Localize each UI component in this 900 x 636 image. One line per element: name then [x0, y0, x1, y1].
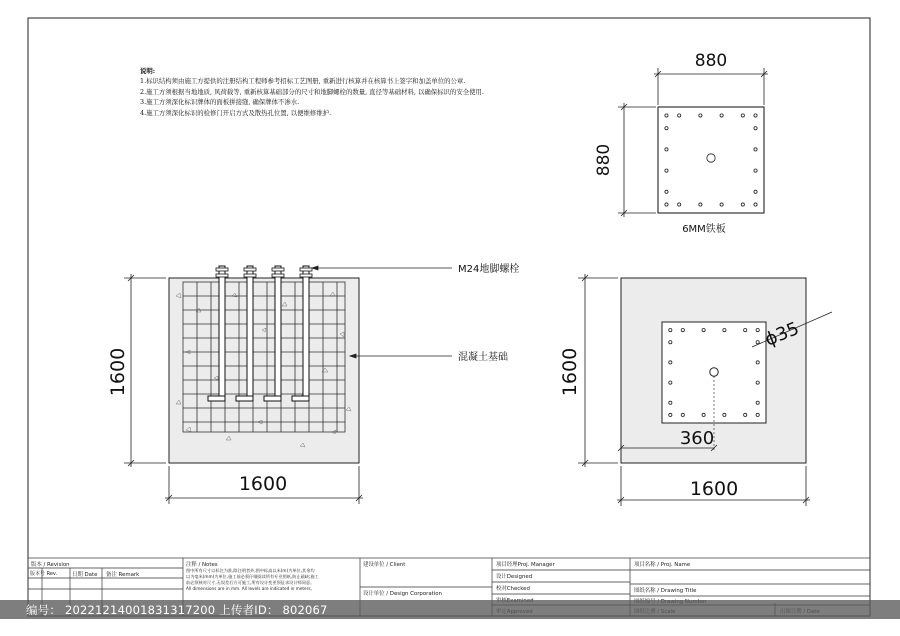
tb-checked: 校对Checked [496, 586, 530, 592]
bolt-hole [741, 114, 744, 117]
tb-drawing-title: 图纸名称 / Drawing Title [634, 588, 697, 594]
plan-width-label: 1600 [689, 478, 739, 500]
bolt-hole [665, 190, 668, 193]
tb-notes-text-2: 以为毫米(mm)为单位,施工前必须仔细阅读所有专业图纸,防止疏缺;施工 [186, 574, 319, 579]
bolt-hole [754, 127, 757, 130]
tb-notes-text-1: 图中所有尺寸以标注为准,除注明者外,图中标高以米(m)为单位,其余均 [186, 568, 315, 573]
section-width-label: 1600 [238, 473, 288, 495]
concrete-block [169, 278, 359, 463]
tb-proj-manager: 项目经理Proj. Manager [496, 562, 555, 568]
plate-bolt-holes [665, 114, 757, 206]
section-height-label: 1600 [107, 347, 129, 397]
note-item-3: 3.施工方须深化标识牌体的面板拼接缝, 确保牌体不渗水. [140, 98, 300, 107]
drawing-notes [140, 66, 484, 118]
note-item-2: 2.施工方须根据当地地质, 风荷载等, 重新核算基础部分的尺寸和地脚螺栓的数量, 直径等基础材料, 以确保标识的安全使用. [140, 87, 484, 96]
bolt-hole [720, 203, 723, 206]
bolt-hole [754, 169, 757, 172]
bolt-hole [754, 203, 757, 206]
bolt-hole [720, 114, 723, 117]
tb-notes-text-3: 前必须核对尺寸,无误差后方可施工,所有设计变更须征求设计师同意。 [186, 580, 315, 585]
tb-remark: 备注 Remark [106, 572, 140, 578]
notes-heading: 说明: [140, 67, 156, 75]
plate-caption: 6MM铁板 [682, 224, 726, 235]
bolt-hole [699, 203, 702, 206]
bolt-hole [678, 114, 681, 117]
tb-rev-no: 版本号 Rev. [30, 571, 58, 577]
tb-date: 日期 Date [72, 572, 98, 578]
plan-plate-outline [662, 322, 766, 423]
tb-revision: 版本 / Revision [31, 562, 70, 568]
plate-width-label: 880 [694, 51, 728, 71]
bolt-hole [665, 127, 668, 130]
bolt-hole [665, 114, 668, 117]
bolt-hole [665, 148, 668, 151]
tb-client: 建设单位 / Client [363, 562, 406, 568]
bolt-hole [754, 148, 757, 151]
bolt-hole [741, 203, 744, 206]
concrete-label: 混凝土基础 [458, 352, 508, 363]
tb-design-corp: 设计单位 / Design Corporation [363, 591, 442, 597]
tb-notes-label: 注释 / Notes [186, 562, 218, 568]
tb-notes-text-4: All dimensions are in mm. All levels are indicated in meters, [186, 586, 312, 591]
bolt-hole [678, 203, 681, 206]
plan-height-label: 1600 [559, 347, 581, 397]
bolt-hole [665, 203, 668, 206]
bolt-hole [665, 169, 668, 172]
foundation-section [124, 266, 452, 504]
plate-height-label: 880 [594, 143, 614, 177]
bolt-hole [699, 114, 702, 117]
tb-proj-name: 项目名称 / Proj. Name [634, 562, 691, 568]
plate-outline [658, 107, 764, 213]
bolt-nuts [216, 268, 312, 277]
note-item-4: 4.施工方须深化标识的检修门开启方式及散热孔位置, 以便维修维护. [140, 108, 332, 117]
bolt-hole [754, 190, 757, 193]
bolt-label: M24地脚螺栓 [458, 264, 520, 275]
plate-detail [618, 68, 768, 217]
note-item-1: 1.标识结构须由施工方提供的注册结构工程师参考招标工艺图册, 重新进行核算并在核算书上签字和加盖单位的公章. [140, 77, 466, 86]
footer-bar [0, 600, 900, 619]
tb-designed: 设计Designed [496, 574, 533, 580]
bolt-hole [754, 114, 757, 117]
plan-offset-label: 360 [679, 428, 715, 449]
foundation-plan [578, 274, 832, 506]
footer-text: 编号： 20221214001831317200 上传者ID： 802067 [26, 603, 328, 617]
plan-diameter-label: ϕ35 [762, 318, 803, 351]
